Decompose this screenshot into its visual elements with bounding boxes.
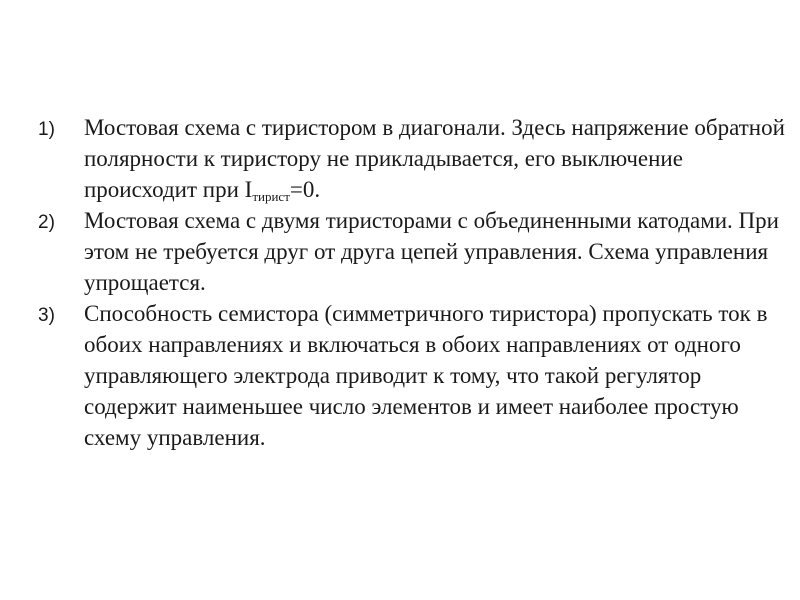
list-item-text-main: Мостовая схема с тиристором в диагонали. Здесь напряжение обратной полярности к тиристору не прикладывается, его выключение происходит при I	[84, 115, 785, 202]
list-item-text: Мостовая схема с двумя тиристорами с объединенными катодами. При этом не требуется друг от друга цепей управления. Схема управления упрощается.	[84, 208, 779, 295]
list-item-number: 3)	[38, 305, 55, 326]
list-item-text	[84, 112, 790, 205]
list-item-text: Способность семистора (симметричного тиристора) пропускать ток в обоих направлениях и включаться в обоих направлениях от одного управляющего электрода приводит к тому, что такой регулятор содержит наименьшее число элементов и имеет наиболее простую схему управления.	[84, 301, 768, 450]
list-item	[38, 112, 790, 205]
list-item-text-tail: =0.	[289, 177, 321, 202]
list-item	[38, 205, 790, 298]
numbered-list	[38, 112, 790, 453]
list-item	[38, 298, 790, 453]
list-item-number: 2)	[38, 212, 55, 233]
current-subscript: тирист	[252, 189, 290, 204]
list-item-number: 1)	[38, 119, 55, 140]
